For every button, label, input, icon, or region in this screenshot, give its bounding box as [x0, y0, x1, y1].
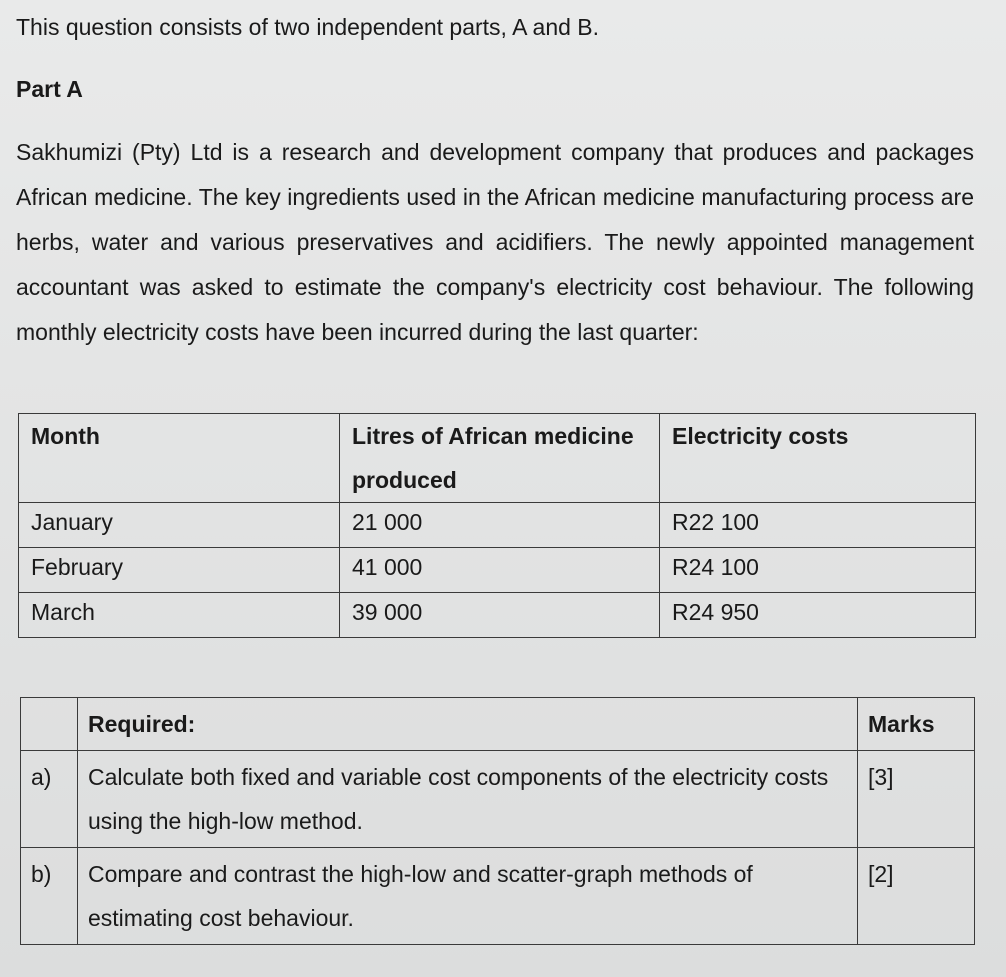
cell-litres: 41 000: [340, 548, 660, 593]
cell-month: February: [19, 548, 340, 593]
column-header-electricity: Electricity costs: [660, 414, 976, 503]
item-letter: b): [21, 848, 78, 945]
required-heading: Required:: [78, 698, 858, 751]
required-item-row: [21, 751, 975, 848]
marks-heading: Marks: [858, 698, 975, 751]
cell-month: March: [19, 593, 340, 638]
cell-month: January: [19, 503, 340, 548]
item-text: Compare and contrast the high-low and scatter-graph methods of estimating cost behaviour.: [78, 848, 858, 945]
cell-cost: R24 100: [660, 548, 976, 593]
cell-litres: 21 000: [340, 503, 660, 548]
intro-text: This question consists of two independent parts, A and B.: [16, 14, 600, 40]
letter-header-cell: [21, 698, 78, 751]
item-letter: a): [21, 751, 78, 848]
table-row: [19, 548, 976, 593]
column-header-litres: Litres of African medicine produced: [340, 414, 660, 503]
electricity-cost-table: [18, 413, 976, 638]
column-header-month: Month: [19, 414, 340, 503]
required-table: [20, 697, 975, 945]
required-item-row: [21, 848, 975, 945]
table-row: [19, 593, 976, 638]
table-row: [19, 503, 976, 548]
required-header-row: [21, 698, 975, 751]
cell-litres: 39 000: [340, 593, 660, 638]
item-text: Calculate both fixed and variable cost components of the electricity costs using the high-low method.: [78, 751, 858, 848]
part-title: Part A: [16, 76, 83, 102]
item-marks: [3]: [858, 751, 975, 848]
cell-cost: R22 100: [660, 503, 976, 548]
cell-cost: R24 950: [660, 593, 976, 638]
item-marks: [2]: [858, 848, 975, 945]
scenario-paragraph: Sakhumizi (Pty) Ltd is a research and development company that produces and packages African medicine. The key ingredients used in the African medicine manufacturing process are herbs, water and various preservatives and acidifiers. The newly appointed management accountant was asked to estimate the company's electricity cost behaviour. The following monthly electricity costs have been incurred during the last quarter:: [16, 139, 974, 345]
table-header-row: [19, 414, 976, 503]
